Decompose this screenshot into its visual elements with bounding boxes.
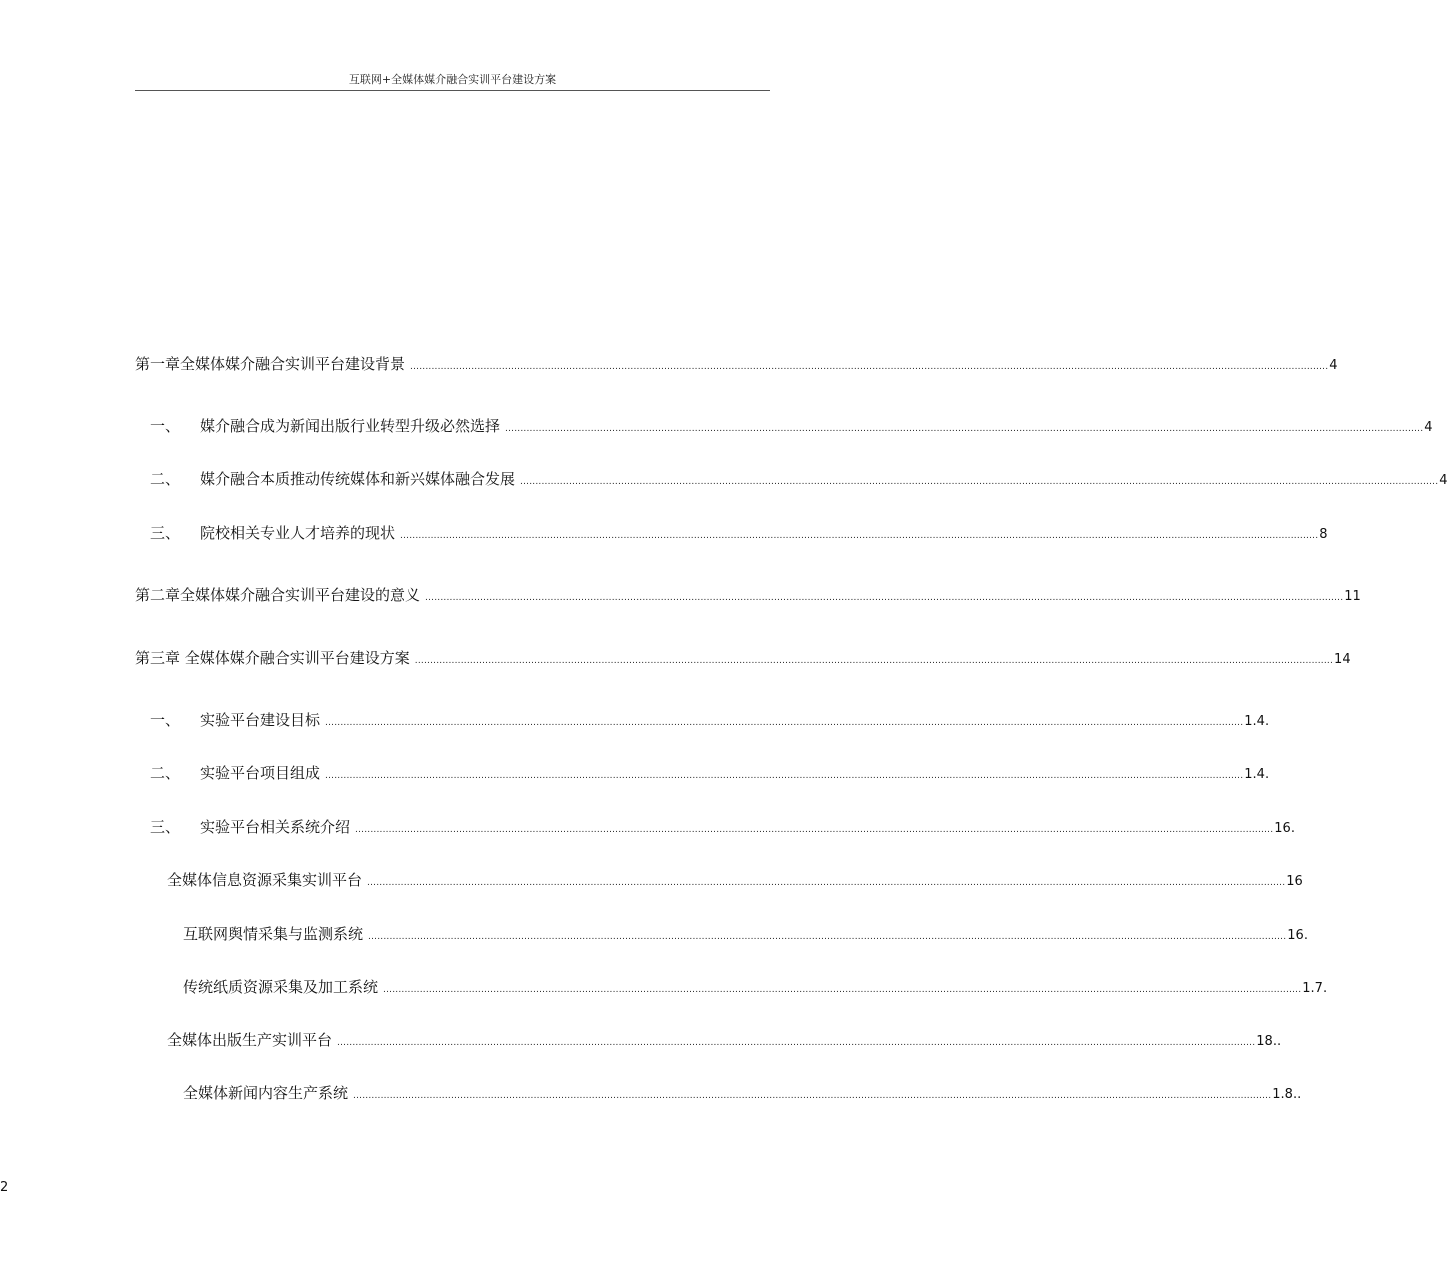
toc-entry-text: 全媒体新闻内容生产系统 (183, 1084, 349, 1102)
toc-entry-page: 8 (1319, 527, 1328, 542)
toc-leader-dots: ............................................................................................................................................................................................................................................................................................................ (383, 985, 1302, 995)
toc-entry-text: 实验平台建设目标 (200, 711, 321, 729)
toc-entry-number: 一、 (150, 711, 181, 729)
page-number: 2 (0, 1180, 9, 1195)
toc-leader-dots: ............................................................................................................................................................................................................................................................................................................ (414, 656, 1334, 666)
toc-entry-text: 实验平台相关系统介绍 (200, 818, 351, 836)
toc-leader-dots: ............................................................................................................................................................................................................................................................................................................ (505, 424, 1424, 434)
toc-entry-text: 第三章 全媒体媒介融合实训平台建设方案 (135, 649, 410, 667)
toc-entry-page: 4 (1439, 473, 1448, 488)
toc-entry-text: 全媒体信息资源采集实训平台 (167, 871, 363, 889)
toc-entry-subsubsection[interactable] (183, 1083, 1302, 1106)
toc-entry-1-1[interactable] (150, 416, 1433, 439)
toc-entry-text: 实验平台项目组成 (200, 764, 321, 782)
toc-entry-page: 16 (1286, 874, 1303, 889)
toc-entry-number: 一、 (150, 417, 181, 435)
toc-leader-dots: ............................................................................................................................................................................................................................................................................................................ (425, 593, 1344, 603)
toc-entry-page: 1.4. (1244, 767, 1270, 782)
toc-entry-number: 二、 (150, 764, 181, 782)
toc-entry-3-2[interactable] (150, 763, 1270, 786)
toc-entry-subsubsection[interactable] (183, 924, 1308, 947)
toc-leader-dots: ............................................................................................................................................................................................................................................................................................................ (353, 1091, 1272, 1101)
toc-entry-chapter-1[interactable] (135, 354, 1338, 377)
toc-entry-chapter-2[interactable] (135, 585, 1361, 608)
toc-leader-dots: ............................................................................................................................................................................................................................................................................................................ (325, 771, 1244, 781)
toc-entry-text: 互联网舆情采集与监测系统 (183, 925, 364, 943)
toc-entry-page: 1.7. (1302, 981, 1328, 996)
toc-leader-dots: ............................................................................................................................................................................................................................................................................................................ (367, 878, 1286, 888)
toc-entry-number: 三、 (150, 818, 181, 836)
toc-entry-3-1[interactable] (150, 710, 1270, 733)
toc-entry-page: 1.4. (1244, 714, 1270, 729)
toc-entry-text: 第一章全媒体媒介融合实训平台建设背景 (135, 355, 406, 373)
toc-entry-1-2[interactable] (150, 469, 1448, 492)
toc-entry-page: 4 (1424, 420, 1433, 435)
toc-entry-text: 全媒体出版生产实训平台 (167, 1031, 333, 1049)
toc-entry-number: 三、 (150, 524, 181, 542)
toc-leader-dots: ............................................................................................................................................................................................................................................................................................................ (410, 362, 1329, 372)
toc-entry-subsubsection[interactable] (183, 977, 1328, 1000)
toc-leader-dots: ............................................................................................................................................................................................................................................................................................................ (400, 531, 1319, 541)
toc-entry-number: 二、 (150, 470, 181, 488)
toc-entry-page: 11 (1344, 589, 1361, 604)
toc-leader-dots: ............................................................................................................................................................................................................................................................................................................ (368, 932, 1287, 942)
header-title: 互联网+全媒体媒介融合实训平台建设方案 (348, 73, 557, 86)
toc-entry-1-3[interactable] (150, 523, 1328, 546)
toc-entry-subsection[interactable] (167, 870, 1303, 893)
toc-entry-3-3[interactable] (150, 817, 1295, 840)
toc-entry-page: 14 (1334, 652, 1351, 667)
toc-entry-chapter-3[interactable] (135, 648, 1351, 671)
toc-entry-page: 1.8.. (1272, 1087, 1302, 1102)
toc-entry-page: 4 (1329, 358, 1338, 373)
toc-leader-dots: ............................................................................................................................................................................................................................................................................................................ (325, 718, 1244, 728)
toc-entry-text: 媒介融合成为新闻出版行业转型升级必然选择 (200, 417, 501, 435)
toc-entry-text: 院校相关专业人才培养的现状 (200, 524, 396, 542)
toc-entry-text: 媒介融合本质推动传统媒体和新兴媒体融合发展 (200, 470, 516, 488)
toc-entry-text: 第二章全媒体媒介融合实训平台建设的意义 (135, 586, 421, 604)
toc-leader-dots: ............................................................................................................................................................................................................................................................................................................ (520, 477, 1439, 487)
toc-entry-text: 传统纸质资源采集及加工系统 (183, 978, 379, 996)
toc-entry-subsection[interactable] (167, 1030, 1282, 1053)
toc-leader-dots: ............................................................................................................................................................................................................................................................................................................ (337, 1038, 1256, 1048)
toc-entry-page: 16. (1287, 928, 1308, 943)
toc-leader-dots: ............................................................................................................................................................................................................................................................................................................ (355, 825, 1274, 835)
toc-entry-page: 18.. (1256, 1034, 1282, 1049)
toc-entry-page: 16. (1274, 821, 1295, 836)
